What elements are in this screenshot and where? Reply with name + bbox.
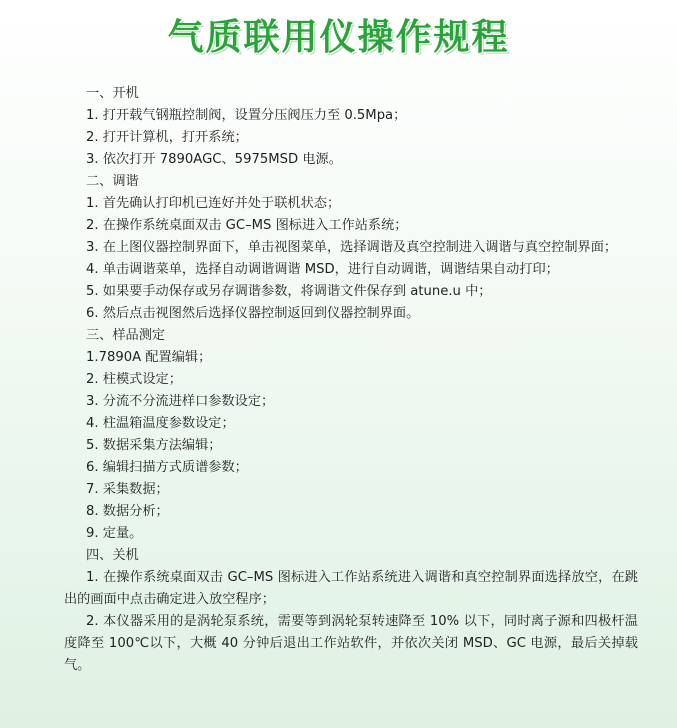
document-title: 气质联用仪操作规程 xyxy=(167,17,510,58)
list-item: 9. 定量。 xyxy=(86,526,143,541)
list-item: 3. 分流不分流进样口参数设定； xyxy=(86,394,275,409)
section-heading-sample-measurement: 三、样品测定 xyxy=(86,328,166,343)
list-item: 2. 在操作系统桌面双击 GC–MS 图标进入工作站系统； xyxy=(86,218,408,233)
list-item: 1.7890A 配置编辑； xyxy=(86,350,212,365)
list-item: 3. 依次打开 7890AGC、5975MSD 电源。 xyxy=(86,152,342,167)
list-item: 4. 单击调谐菜单，选择自动调谐调谐 MSD，进行自动调谐，调谐结果自动打印； xyxy=(86,262,559,277)
list-item: 2. 打开计算机，打开系统； xyxy=(86,130,248,145)
list-item: 7. 采集数据； xyxy=(86,482,169,497)
section-heading-shutdown: 四、关机 xyxy=(86,548,139,563)
section-heading-startup: 一、开机 xyxy=(86,86,139,101)
list-item: 2. 柱模式设定； xyxy=(86,372,182,387)
list-item: 3. 在上图仪器控制界面下，单击视图菜单，选择调谐及真空控制进入调谐与真空控制界面； xyxy=(86,240,618,255)
section-heading-tuning: 二、调谐 xyxy=(86,174,139,189)
list-item: 4. 柱温箱温度参数设定； xyxy=(86,416,235,431)
list-item: 5. 如果要手动保存或另存调谐参数，将调谐文件保存到 atune.u 中； xyxy=(86,284,492,299)
list-item: 1. 首先确认打印机已连好并处于联机状态； xyxy=(86,196,341,211)
list-item: 1. 在操作系统桌面双击 GC–MS 图标进入工作站系统进入调谐和真空控制界面选择放空，在跳出的画面中点击确定进入放空程序； xyxy=(64,570,638,607)
list-item: 6. 编辑扫描方式质谱参数； xyxy=(86,460,248,475)
list-item: 1. 打开载气钢瓶控制阀，设置分压阀压力至 0.5Mpa； xyxy=(86,108,407,123)
list-item: 5. 数据采集方法编辑； xyxy=(86,438,222,453)
list-item: 6. 然后点击视图然后选择仪器控制返回到仪器控制界面。 xyxy=(86,306,420,321)
list-item: 2. 本仪器采用的是涡轮泵系统，需要等到涡轮泵转速降至 10% 以下，同时离子源和四极杆温度降至 100℃以下，大概 40 分钟后退出工作站软件，并依次关闭 MSD、GC 电源，最后关掉载气。 xyxy=(64,614,638,673)
list-item: 8. 数据分析； xyxy=(86,504,169,519)
document-body xyxy=(64,83,638,677)
